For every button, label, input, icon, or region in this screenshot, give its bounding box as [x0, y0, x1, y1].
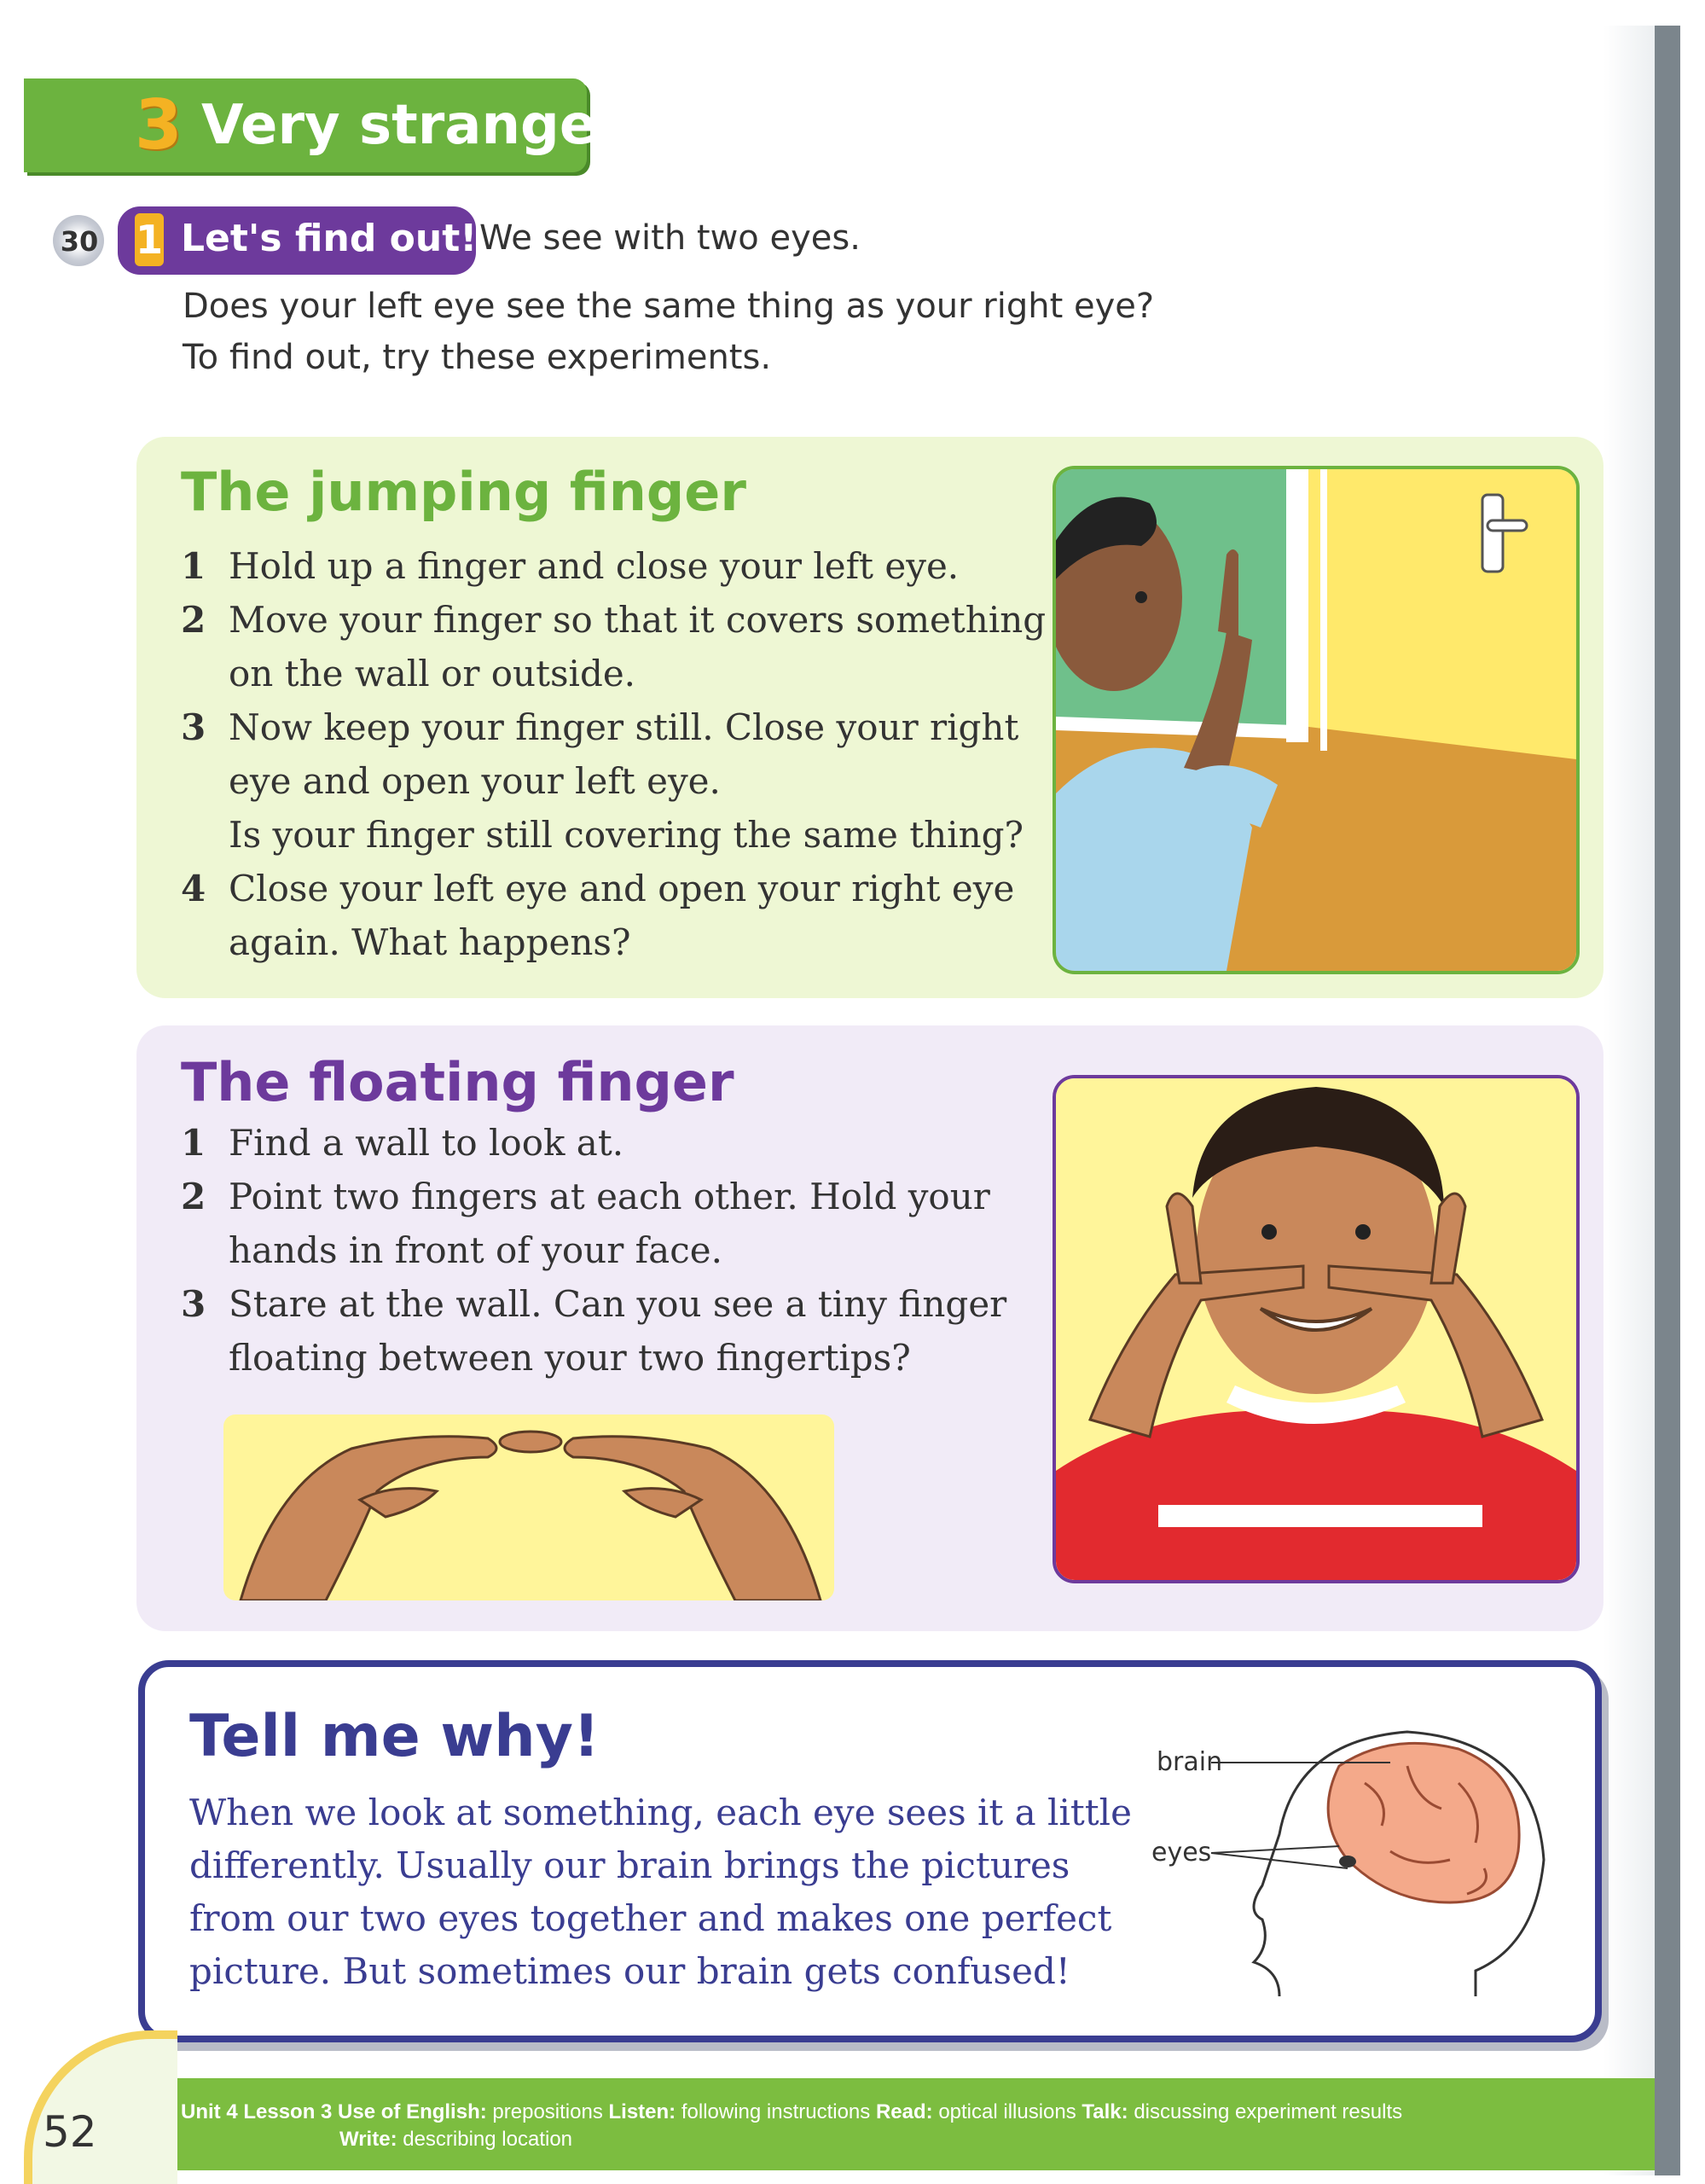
step-text: Stare at the wall. Can you see a tiny finger: [229, 1283, 1007, 1325]
step-row: [181, 915, 1034, 969]
step-row: [181, 1170, 1034, 1223]
step-row: [181, 539, 1034, 593]
footer-read-label: Read:: [875, 2100, 933, 2123]
step-text: Now keep your finger still. Close your right: [229, 706, 1019, 748]
step-row: [181, 862, 1034, 915]
why-line-2: differently. Usually our brain brings the pictures: [189, 1844, 1070, 1886]
footer-band: [111, 2078, 1655, 2170]
lesson-banner: [24, 78, 622, 172]
step-row: [181, 1116, 1034, 1170]
tell-me-why-title: Tell me why!: [189, 1703, 600, 1770]
step-row: [181, 754, 1034, 808]
intro-line-1: We see with two eyes.: [479, 218, 861, 258]
why-line-3: from our two eyes together and makes one perfect: [189, 1897, 1112, 1939]
step-text: hands in front of your face.: [229, 1229, 722, 1271]
floating-finger-steps: [181, 1116, 1034, 1385]
step-number: 1: [181, 1122, 206, 1164]
page-gutter-shadow: [1604, 26, 1655, 2175]
step-text: Hold up a finger and close your left eye.: [229, 545, 960, 587]
activity-label: Let's find out!: [181, 217, 478, 260]
activity-badge: [118, 206, 476, 275]
why-line-4: picture. But sometimes our brain gets confused!: [189, 1950, 1070, 1992]
brain-label: brain: [1157, 1747, 1223, 1777]
step-row: [181, 700, 1034, 754]
intro-line-3: To find out, try these experiments.: [183, 338, 772, 377]
step-text: Is your finger still covering the same thing?: [229, 814, 1024, 856]
step-row: [181, 1223, 1034, 1277]
step-number: 1: [181, 545, 206, 587]
step-text: floating between your two fingertips?: [229, 1337, 911, 1379]
footer-use-label: Use of English:: [338, 2100, 487, 2123]
jumping-finger-steps: [181, 539, 1047, 969]
step-row: [181, 593, 1047, 647]
step-text: eye and open your left eye.: [229, 760, 721, 802]
footer-talk-value: discussing experiment results: [1134, 2100, 1403, 2123]
tell-me-why-text: [189, 1786, 1132, 1998]
step-row: [181, 647, 1034, 700]
step-number: 2: [181, 1176, 206, 1217]
why-line-1: When we look at something, each eye sees it a little: [189, 1792, 1132, 1833]
activity-number: 1: [135, 213, 164, 266]
step-number: 3: [181, 1283, 206, 1325]
footer-listen-value: following instructions: [681, 2100, 871, 2123]
footer-objectives-line-1: [181, 2100, 1402, 2124]
eyes-label: eyes: [1151, 1838, 1212, 1867]
footer-use-value: prepositions: [492, 2100, 603, 2123]
fingertips-illustration: [223, 1414, 834, 1600]
footer-talk-label: Talk:: [1082, 2100, 1128, 2123]
footer-write-value: describing location: [403, 2128, 573, 2151]
step-text: on the wall or outside.: [229, 653, 636, 694]
footer-objectives-line-2: [339, 2128, 572, 2152]
step-text: Move your finger so that it covers something: [229, 599, 1047, 641]
audio-track-number: 30: [60, 225, 99, 258]
step-text: Point two fingers at each other. Hold your: [229, 1176, 990, 1217]
lesson-number: 3: [135, 85, 183, 165]
step-number: 2: [181, 599, 206, 641]
jumping-finger-title: The jumping finger: [181, 461, 746, 523]
footer-unit: Unit 4 Lesson 3: [181, 2100, 333, 2123]
boy-face-fingers-illustration: [1053, 1075, 1580, 1583]
step-text: Find a wall to look at.: [229, 1122, 624, 1164]
step-text: Close your left eye and open your right eye: [229, 868, 1015, 909]
footer-write-label: Write:: [339, 2128, 397, 2151]
footer-read-value: optical illusions: [938, 2100, 1076, 2123]
step-row: [181, 1331, 1034, 1385]
step-number: 4: [181, 868, 206, 909]
footer-listen-label: Listen:: [608, 2100, 676, 2123]
step-number: 3: [181, 706, 206, 748]
boy-pointing-illustration: [1053, 466, 1580, 974]
page-number: 52: [43, 2107, 97, 2157]
floating-finger-title: The floating finger: [181, 1051, 734, 1113]
intro-line-2: Does your left eye see the same thing as your right eye?: [183, 287, 1155, 326]
book-spine: [1655, 26, 1680, 2175]
step-row: [181, 808, 1034, 862]
step-row: [181, 1277, 1034, 1331]
step-text: again. What happens?: [229, 921, 631, 963]
lesson-title: Very strange!: [201, 94, 622, 157]
